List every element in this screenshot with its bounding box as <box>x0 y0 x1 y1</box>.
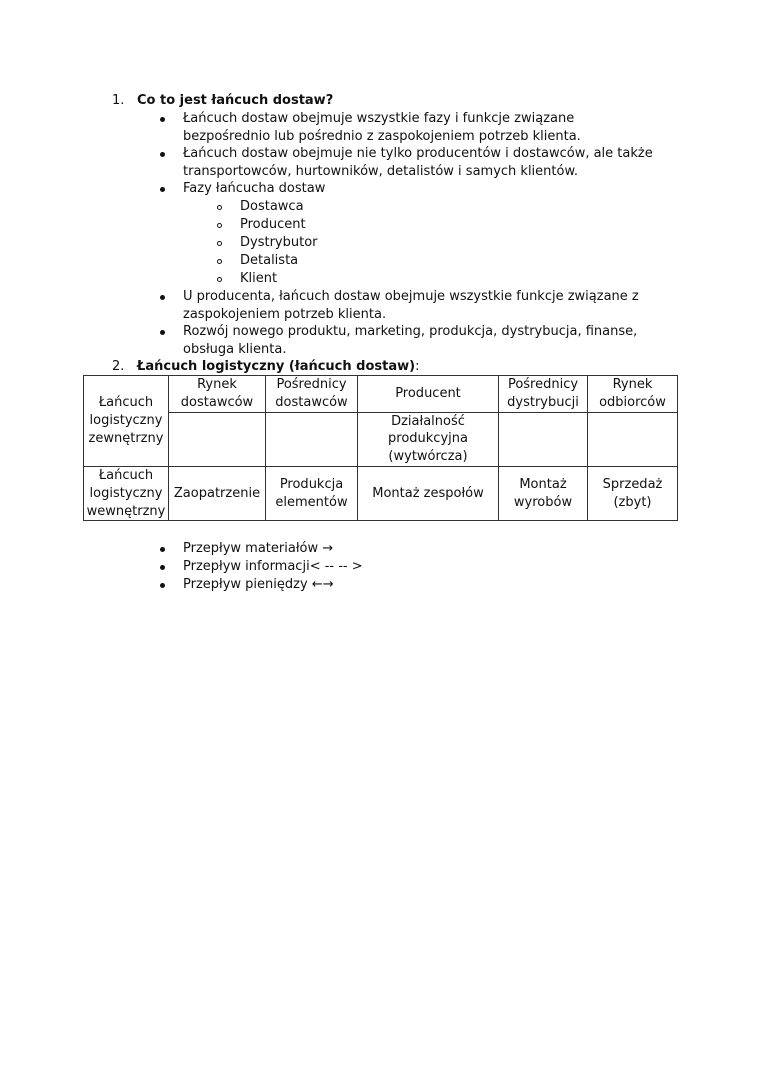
table-cell-empty <box>266 412 358 466</box>
section-2-title-text: Łańcuch logistyczny (łańcuch dostaw) <box>137 359 416 374</box>
list-item: U producenta, łańcuch dostaw obejmuje wszystkie funkcje związane z zaspokojeniem potrzeb klienta. <box>183 288 653 324</box>
flow-label: Przepływ informacji <box>183 559 310 574</box>
phase-item: Producent <box>240 217 306 232</box>
dashed-arrow-icon: < -- -- > <box>309 559 363 574</box>
arrow-right-icon: → <box>322 541 334 556</box>
bidirectional-arrow-icon: ←→ <box>311 577 334 592</box>
flow-label: Przepływ materiałów <box>183 541 319 556</box>
table-cell: Rynek odbiorców <box>588 376 678 413</box>
list-item: Fazy łańcucha dostaw <box>183 180 653 198</box>
table-cell: Montaż wyrobów <box>499 466 588 520</box>
flow-item-materials <box>183 540 653 558</box>
phase-item: Dostawca <box>240 199 304 214</box>
production-activity-cell: Działalność produkcyjna (wytwórcza) <box>358 412 499 466</box>
table-cell: Producent <box>358 376 499 413</box>
table-cell: Sprzedaż (zbyt) <box>588 466 678 520</box>
table-row <box>84 412 678 466</box>
list-item: Rozwój nowego produktu, marketing, produkcja, dystrybucja, finanse, obsługa klienta. <box>183 323 653 359</box>
table-cell: Montaż zespołów <box>358 466 499 520</box>
flow-item-information <box>183 558 653 576</box>
table-cell: Zaopatrzenie <box>169 466 266 520</box>
table-row <box>84 466 678 520</box>
table-cell-empty <box>169 412 266 466</box>
internal-chain-label: Łańcuch logistyczny wewnętrzny <box>84 466 169 520</box>
section-2-title <box>137 358 419 376</box>
table-cell: Pośrednicy dystrybucji <box>499 376 588 413</box>
section-1-number: 1. <box>112 93 125 108</box>
section-1-title: Co to jest łańcuch dostaw? <box>137 93 334 108</box>
logistics-chain-table <box>83 375 678 521</box>
table-cell: Pośrednicy dostawców <box>266 376 358 413</box>
table-row <box>84 376 678 413</box>
phase-item: Klient <box>240 271 278 286</box>
flow-label: Przepływ pieniędzy <box>183 577 308 592</box>
section-2-number: 2. <box>112 359 125 374</box>
list-item: Łańcuch dostaw obejmuje wszystkie fazy i funkcje związane bezpośrednio lub pośrednio z zaspokojeniem potrzeb klienta. <box>183 110 653 146</box>
table-cell-empty <box>499 412 588 466</box>
table-cell: Produkcja elementów <box>266 466 358 520</box>
phase-item: Dystrybutor <box>240 235 318 250</box>
external-chain-label: Łańcuch logistyczny zewnętrzny <box>84 376 169 467</box>
flow-item-money <box>183 576 653 594</box>
phase-item: Detalista <box>240 253 299 268</box>
section-2-title-suffix: : <box>415 359 420 374</box>
list-item: Łańcuch dostaw obejmuje nie tylko producentów i dostawców, ale także transportowców, hurtowników, detalistów i samych klientów. <box>183 146 653 179</box>
table-cell-empty <box>588 412 678 466</box>
table-cell: Rynek dostawców <box>169 376 266 413</box>
